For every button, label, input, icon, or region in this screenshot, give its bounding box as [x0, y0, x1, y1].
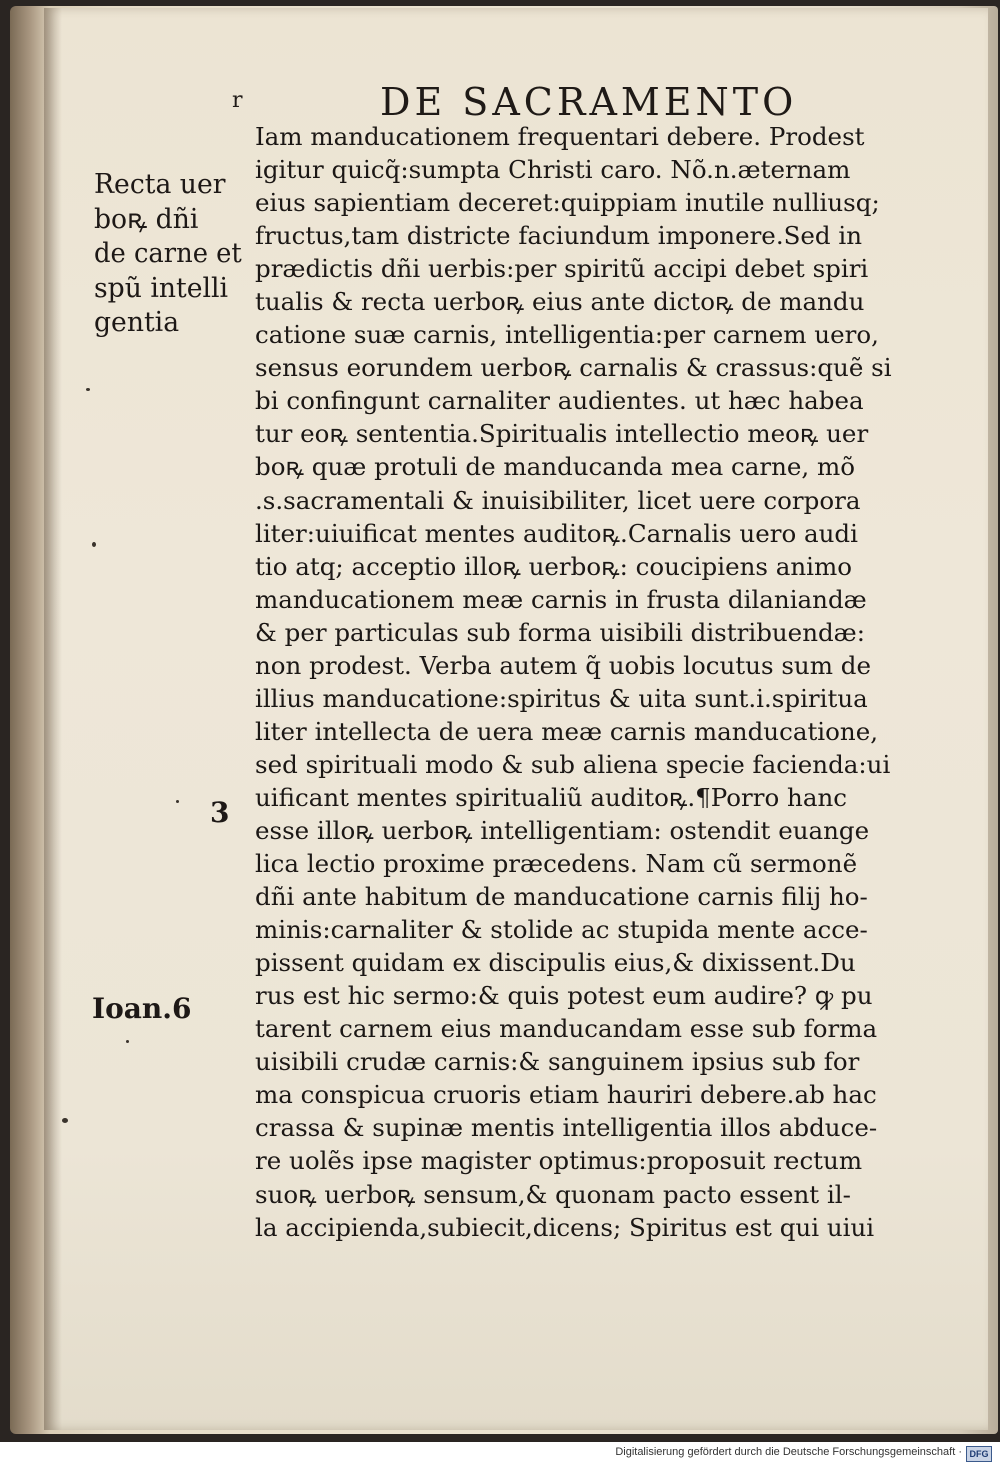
paper-speck: [92, 542, 96, 547]
margin-note-line: Recta uer: [94, 169, 226, 200]
text-line: re uolẽs ipse magister optimus:proposuit rectum: [255, 1146, 863, 1176]
text-line: liter:uiuificat mentes auditoꝶ.Carnalis uero audi: [255, 518, 858, 548]
text-line: minis:carnaliter & stolide ac stupida mente acce-: [255, 915, 868, 945]
text-line: lica lectio proxime præcedens. Nam cũ sermonẽ: [255, 849, 858, 879]
text-line: uificant mentes spiritualiũ auditoꝶ.¶Porro hanc: [255, 782, 848, 812]
margin-note-line: spũ intelli: [94, 272, 229, 304]
margin-reference: Ioan.6: [92, 992, 192, 1025]
margin-note: [94, 168, 244, 341]
text-line: illius manducatione:spiritus & uita sunt.i.spiritua: [255, 683, 868, 713]
text-line: sed spirituali modo & sub aliena specie facienda:ui: [255, 749, 891, 779]
text-line: tualis & recta uerboꝶ eius ante dictoꝶ de mandu: [255, 287, 865, 317]
footer-bar: [0, 1442, 1000, 1464]
text-line: tio atq; acceptio illoꝶ uerboꝶ: coucipiens animo: [255, 551, 853, 581]
text-line: la accipienda,subiecit,dicens; Spiritus est qui uiui: [255, 1212, 875, 1242]
margin-mark: 3: [210, 796, 230, 829]
paper-speck: [86, 388, 90, 391]
body-text: [255, 120, 945, 1244]
paper-speck: [176, 800, 179, 803]
text-line: tarent carnem eius manducandam esse sub forma: [255, 1014, 878, 1044]
text-line: rus est hic sermo:& quis potest eum audire? ꝙ pu: [255, 981, 873, 1011]
text-line: suoꝶ uerboꝶ sensum,& quonam pacto essent il-: [255, 1179, 851, 1209]
gutter-shadow: [44, 8, 62, 1430]
text-line: crassa & supinæ mentis intelligentia illos abduce-: [255, 1113, 878, 1143]
text-line: bi confingunt carnaliter audientes. ut hæc habea: [255, 386, 864, 416]
text-line: & per particulas sub forma uisibili distribuendæ:: [255, 617, 866, 647]
margin-note-line: gentia: [94, 307, 180, 338]
text-line: boꝶ quæ protuli de manducanda mea carne, mõ: [255, 452, 855, 482]
text-line: manducationem meæ carnis in frusta dilaniandæ: [255, 584, 867, 614]
text-line: sensus eorundem uerboꝶ carnalis & crassus:quẽ si: [255, 353, 892, 383]
text-line: non prodest. Verba autem q̃ uobis locutus sum de: [255, 650, 871, 680]
text-line: Iam manducationem frequentari debere. Prodest: [255, 122, 865, 151]
text-line: dñi ante habitum de manducatione carnis filij ho-: [255, 882, 868, 912]
text-line: tur eoꝶ sententia.Spiritualis intellectio meoꝶ uer: [255, 419, 869, 449]
funding-credit: Digitalisierung gefördert durch die Deutsche Forschungsgemeinschaft ·: [615, 1446, 962, 1458]
text-line: prædictis dñi uerbis:per spiritũ accipi debet spiri: [255, 254, 869, 284]
running-head: DE SACRAMENTO: [380, 80, 798, 124]
text-line: uisibili crudæ carnis:& sanguinem ipsius sub for: [255, 1047, 860, 1077]
running-head-mark: r: [232, 88, 243, 113]
paper-speck: [62, 1118, 68, 1123]
text-line: .s.sacramentali & inuisibiliter, licet uere corpora: [255, 485, 861, 515]
text-line: catione suæ carnis, intelligentia:per carnem uero,: [255, 320, 879, 350]
text-line: igitur quicq̃:sumpta Christi caro. Nõ.n.æternam: [255, 155, 851, 185]
text-line: fructus,tam districte faciundum imponere.Sed in: [255, 221, 863, 251]
text-line: ma conspicua cruoris etiam hauriri debere.ab hac: [255, 1080, 877, 1110]
text-line: eius sapientiam deceret:quippiam inutile nulliusq;: [255, 188, 880, 218]
text-line: liter intellecta de uera meæ carnis manducatione,: [255, 716, 879, 746]
text-line: pissent quidam ex discipulis eius,& dixissent.Du: [255, 948, 856, 978]
margin-note-line: boꝶ dñi: [94, 203, 199, 235]
dfg-logo[interactable]: DFG: [966, 1446, 992, 1462]
margin-note-line: de carne et: [94, 238, 242, 269]
text-line: esse illoꝶ uerboꝶ intelligentiam: ostendit euange: [255, 815, 870, 845]
paper-speck: [126, 1040, 129, 1043]
